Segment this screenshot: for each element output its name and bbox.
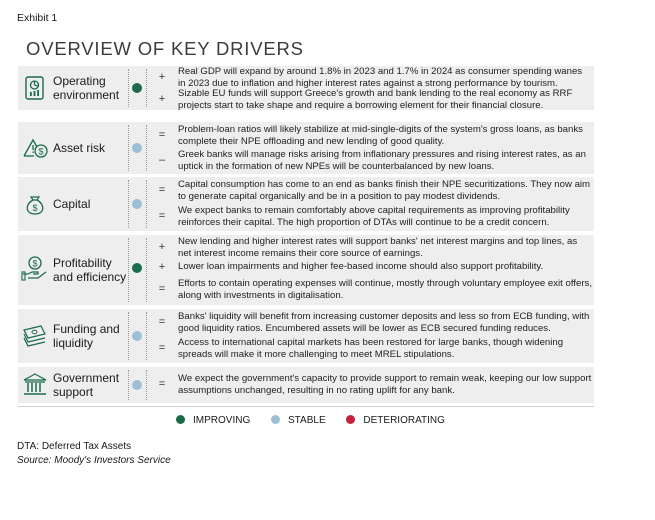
driver-line (148, 236, 594, 260)
trend-symbol: + (158, 93, 166, 105)
driver-label-line: Funding and (53, 322, 120, 336)
divider (128, 312, 129, 360)
driver-label-line: environment (53, 88, 120, 102)
trend-symbol: = (158, 283, 166, 295)
status-dot-stable (132, 143, 142, 153)
driver-text: Banks' liquidity will benefit from increasing customer deposits and less so from ECB funding, with good liquidity ratios. Encumbered assets will be lower as ECB secured funding reduces. (178, 311, 590, 334)
page-title: OVERVIEW OF KEY DRIVERS (26, 38, 304, 59)
government-building-icon (21, 371, 49, 399)
divider (128, 180, 129, 228)
driver-label-line: support (53, 385, 94, 399)
hand-coin-icon (21, 254, 49, 282)
svg-text:$: $ (38, 146, 44, 157)
driver-label-line: Asset risk (53, 141, 106, 155)
divider (146, 125, 147, 171)
driver-line (148, 124, 594, 148)
divider (128, 370, 129, 400)
driver-line (148, 278, 594, 302)
label-cell (18, 122, 128, 174)
status-dot-stable (132, 380, 142, 390)
driver-row-funding-and-liquidity (18, 309, 594, 363)
divider (146, 180, 147, 228)
trend-symbol: + (158, 261, 166, 273)
driver-row-government-support (18, 367, 594, 403)
driver-text: Sizable EU funds will support Greece's growth and bank lending to the real economy as RRF projects start to take shape and require a borrowing element for their financial closure. (178, 88, 573, 111)
label-cell (18, 66, 128, 110)
status-dot-stable (132, 199, 142, 209)
trend-symbol: = (158, 184, 166, 196)
label-cell (18, 177, 128, 231)
divider (146, 69, 147, 107)
driver-row-asset-risk (18, 122, 594, 174)
driver-text: Lower loan impairments and higher fee-based income should also support profitability. (178, 261, 544, 272)
label-cell (18, 235, 128, 305)
trend-symbol: = (158, 210, 166, 222)
driver-row-profitability-and-efficiency (18, 235, 594, 305)
driver-text: Access to international capital markets has been restored for large banks, though widening spreads will make it more challenging to meet MREL stipulations. (178, 337, 564, 360)
legend-label: STABLE (288, 415, 326, 426)
exhibit-label: Exhibit 1 (17, 12, 58, 24)
driver-row-operating-environment (18, 66, 594, 110)
legend-dot-stable (271, 415, 280, 424)
trend-symbol: + (158, 241, 166, 253)
legend (176, 415, 463, 426)
trend-symbol: – (158, 154, 166, 166)
legend-item-stable (271, 415, 326, 426)
trend-symbol: = (158, 342, 166, 354)
driver-label-line: Operating (53, 74, 106, 88)
svg-text:$: $ (32, 258, 38, 269)
driver-label-line: Government (53, 371, 120, 385)
trend-symbol: = (158, 316, 166, 328)
driver-text: Efforts to contain operating expenses will continue, mostly through voluntary employee exit offers, along with investments in digitalisation. (178, 278, 593, 301)
driver-label-line: Profitability (53, 256, 112, 270)
legend-dot-improving (176, 415, 185, 424)
legend-label: DETERIORATING (363, 415, 445, 426)
divider (146, 238, 147, 302)
legend-dot-deteriorating (346, 415, 355, 424)
driver-text: Real GDP will expand by around 1.8% in 2023 and 1.7% in 2024 as consumer spending wanes in 2023 due to inflation and higher interest rates against a strong performance by tourism. (178, 66, 583, 89)
source-note: Source: Moody's Investors Service (17, 455, 171, 466)
divider (128, 125, 129, 171)
legend-item-improving (176, 415, 250, 426)
driver-row-capital (18, 177, 594, 231)
driver-text: We expect banks to remain comfortably above capital requirements as improving profitability reinforces their capital. The high proportion of DTAs will continue to be a credit concern. (178, 205, 570, 228)
driver-label-line: Capital (53, 197, 91, 211)
divider (128, 238, 129, 302)
chart-gauge-icon (21, 74, 49, 102)
driver-text: Greek banks will manage risks arising from inflationary pressures and rising interest rates, as an uptick in the formation of new NPEs will be counterbalanced by new loans. (178, 149, 586, 172)
driver-text: Capital consumption has come to an end as banks finish their NPE securitizations. They now aim to generate capital organically and be in a position to pay modest dividends. (178, 179, 591, 202)
legend-label: IMPROVING (193, 415, 251, 426)
trend-symbol: = (158, 378, 166, 390)
table-bottom-rule (18, 406, 594, 407)
driver-line (148, 205, 594, 229)
divider (146, 370, 147, 400)
status-dot-improving (132, 263, 142, 273)
driver-line (148, 373, 594, 397)
money-bag-icon (21, 190, 49, 218)
driver-line (148, 66, 594, 88)
driver-line (148, 337, 594, 361)
trend-symbol: + (158, 71, 166, 83)
driver-text: We expect the government's capacity to provide support to remain weak, keeping our low support assumptions unchanged, resulting in no rating uplift for any bank. (178, 373, 592, 396)
divider (128, 69, 129, 107)
svg-text:$: $ (32, 203, 38, 213)
driver-line (148, 311, 594, 335)
cash-stack-icon (21, 322, 49, 350)
status-dot-stable (132, 331, 142, 341)
driver-line (148, 261, 594, 275)
label-cell (18, 309, 128, 363)
driver-line (148, 88, 594, 110)
driver-text: New lending and higher interest rates will support banks' net interest margins and top lines, as net interest income remains their core source of earnings. (178, 236, 578, 259)
driver-label-line: and efficiency (53, 270, 127, 284)
divider (146, 312, 147, 360)
driver-label-line: liquidity (53, 336, 94, 350)
status-dot-improving (132, 83, 142, 93)
driver-line (148, 149, 594, 173)
driver-line (148, 179, 594, 203)
footnote: DTA: Deferred Tax Assets (17, 441, 132, 452)
label-cell (18, 367, 128, 403)
legend-item-deteriorating (346, 415, 444, 426)
driver-text: Problem-loan ratios will likely stabilize at mid-single-digits of the system's gross loans, as banks complete their NPE offloading and new lending of good quality. (178, 124, 583, 147)
warning-dollar-icon (21, 134, 49, 162)
trend-symbol: = (158, 129, 166, 141)
